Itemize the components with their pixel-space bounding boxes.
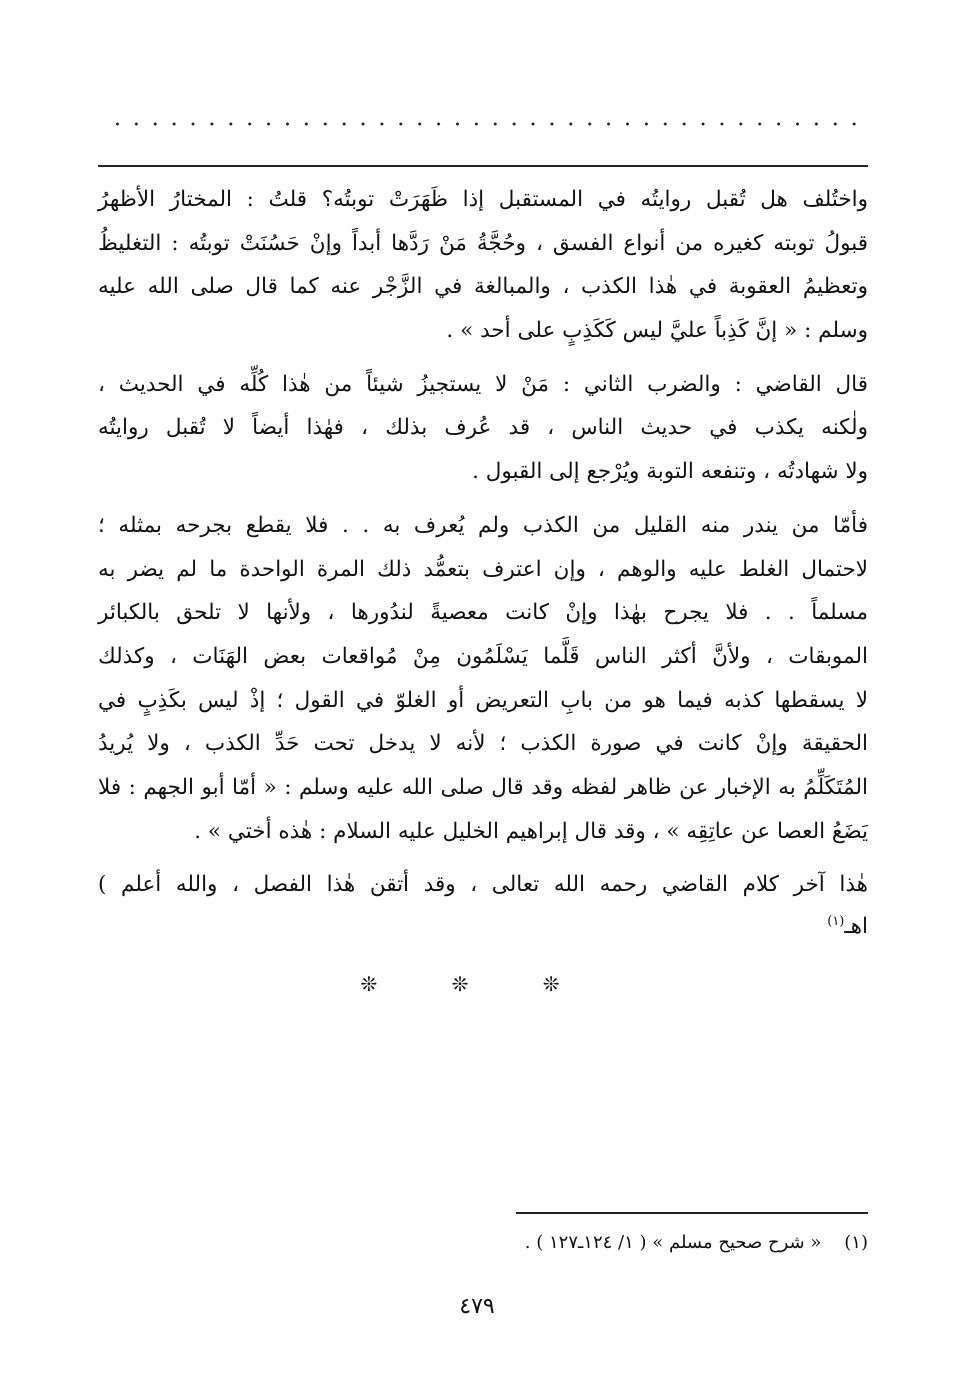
text-line: الحقيقة وإنْ كانت في صورة الكذب ؛ لأنه لا يدخل تحت حَدِّ الكذب ، ولا يُريدُ: [98, 731, 868, 757]
footnote-ref: (١): [827, 914, 845, 929]
text-line: ولٰكنه يكذب في حديث الناس ، قد عُرف بذلك ، فهٰذا أيضاً لا تُقبل روايتُه: [98, 415, 868, 441]
closing-line: [98, 907, 868, 940]
footnote-marker: (١): [844, 1232, 868, 1253]
closing-text: اهـ: [844, 914, 868, 940]
text-line: لا يسقطها كذبه فيما هو من بابِ التعريض أو الغلوّ في القول ؛ إذْ ليس بكَذِبٍ في: [98, 687, 868, 713]
dotted-header-separator: [108, 118, 868, 130]
text-line: قبولُ توبته كغيره من أنواع الفسق ، وحُجَّةُ مَنْ رَدَّها أبداً وإنْ حَسُنَتْ توبتُه : التغليظُ: [98, 230, 868, 256]
text-line: وسلم : « إنَّ كَذِباً عليَّ ليس كَكَذِبٍ على أحد » .: [446, 318, 868, 344]
page-number: ٤٧٩: [459, 1294, 495, 1319]
footnote-text: « شرح صحيح مسلم » ( ١/ ١٢٤ـ١٢٧ ) .: [524, 1232, 822, 1253]
text-line: يَضَعُ العصا عن عاتِقِه » ، وقد قال إبراهيم الخليل عليه السلام : هٰذه أختي » .: [194, 818, 868, 844]
text-line: وتعظيمُ العقوبة في هٰذا الكذب ، والمبالغة في الزَّجْر عنه كما قال صلى الله عليه: [98, 274, 868, 300]
text-line: واختُلف هل تُقبل روايتُه في المستقبل إذا ظَهَرَتْ توبتُه؟ قلتُ : المختارُ الأظهرُ: [98, 187, 868, 212]
text-line: هٰذا آخر كلام القاضي رحمه الله تعالى ، وقد أتقن هٰذا الفصل ، والله أعلم ): [98, 872, 868, 898]
header-rule: [98, 165, 868, 167]
footnote: [525, 1232, 868, 1253]
text-line: فأمّا من يندر منه القليل من الكذب ولم يُعرف به . . فلا يقطع بجرحه بمثله ؛: [98, 512, 868, 538]
section-separator-stars: ❊ ❊ ❊: [360, 972, 594, 996]
main-text: [98, 178, 868, 940]
text-line: الموبقات ، ولأنَّ أكثر الناس قَلَّما يَسْلَمُون مِنْ مُواقعات بعض الهَنَات ، وكذلك: [98, 643, 868, 669]
footnote-rule: [516, 1212, 868, 1214]
text-line: قال القاضي : والضرب الثاني : مَنْ لا يستجيزُ شيئاً من هٰذا كُلِّه في الحديث ،: [98, 371, 868, 397]
text-line: ولا شهادتُه ، وتنفعه التوبة ويُرْجع إلى القبول .: [472, 459, 868, 485]
text-line: المُتَكَلِّمُ به الإخبار عن ظاهر لفظه وقد قال صلى الله عليه وسلم : « أمّا أبو الجهم : فلا: [98, 774, 868, 800]
text-line: مسلماً . . فلا يجرح بهٰذا وإنْ كانت معصيةً لندُورها ، ولأنها لا تلحق بالكبائر: [98, 600, 868, 626]
text-line: لاحتمال الغلط عليه والوهم ، وإن اعترف بتعمُّد ذلك المرة الواحدة ما لم يضر به: [98, 556, 868, 582]
